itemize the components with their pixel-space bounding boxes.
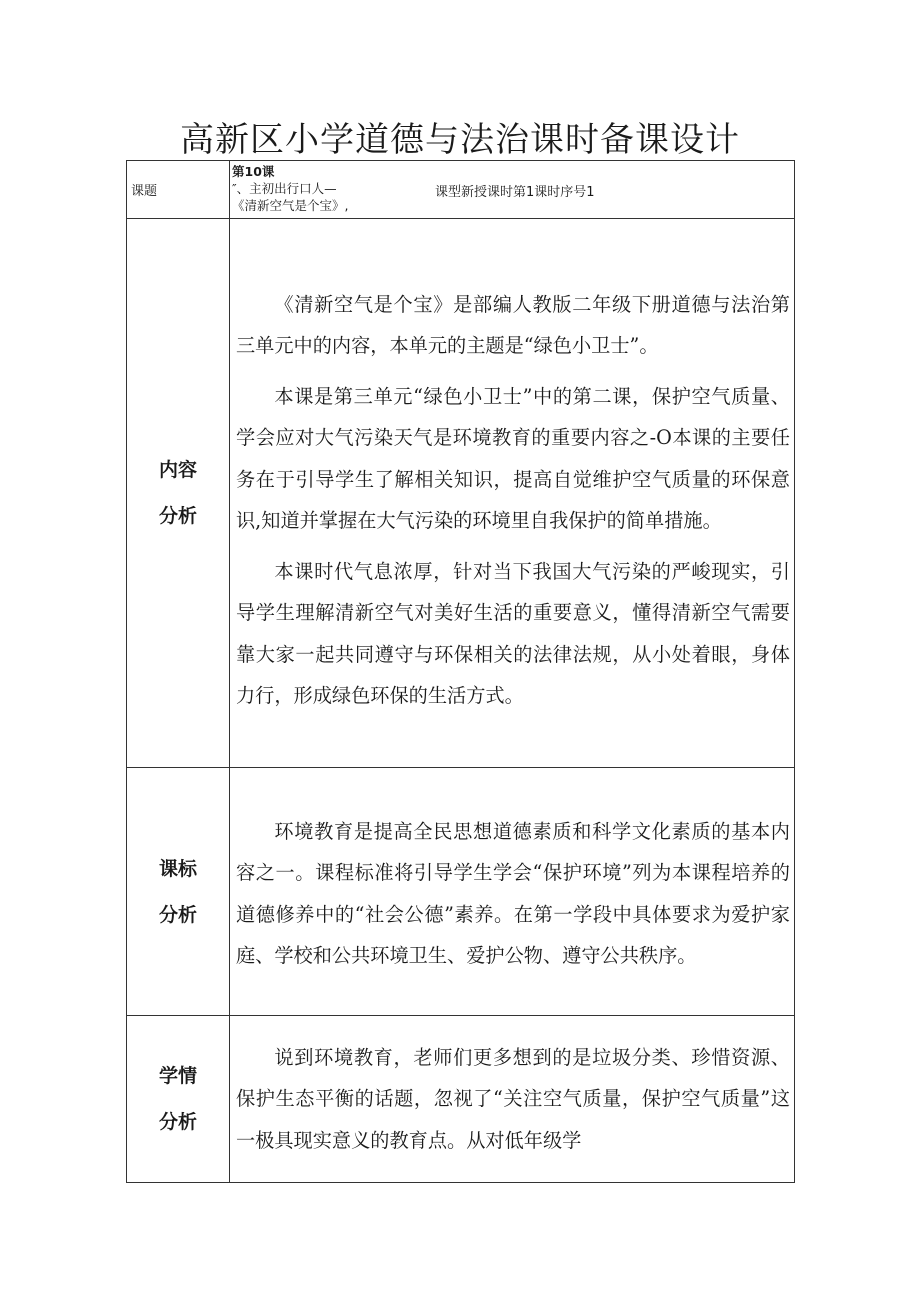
student-analysis-label	[127, 1016, 230, 1183]
student-analysis-text	[230, 1016, 795, 1183]
content-analysis-row	[127, 219, 795, 768]
content-paragraph-1: 《清新空气是个宝》是部编人教版二年级下册道德与法治第三单元中的内容，本单元的主题是“绿色小卫士”。	[236, 292, 790, 357]
topic-label: 课题	[127, 161, 230, 219]
content-analysis-label-line1: 内容	[158, 459, 197, 481]
content-analysis-label-line2: 分析	[158, 505, 197, 527]
content-analysis-text	[230, 219, 795, 768]
student-paragraph-1: 说到环境教育，老师们更多想到的是垃圾分类、珍惜资源、保护生态平衡的话题，忽视了“关注空气质量，保护空气质量”这一极具现实意义的教育点。从对低年级学	[236, 1045, 790, 1152]
topic-cell	[230, 161, 795, 219]
standard-analysis-label-line2: 分析	[158, 903, 197, 926]
content-paragraph-2: 本课是第三单元“绿色小卫士”中的第二课，保护空气质量、学会应对大气污染天气是环境教育的重要内容之-O本课的主要任务在于引导学生了解相关知识，提高自觉维护空气质量的环保意识,知道并掌握在大气污染的环境里自我保护的简单措施。	[236, 384, 790, 532]
lesson-unit: ″、主初出行口人—	[232, 181, 337, 196]
student-analysis-label-line1: 学情	[158, 1065, 197, 1087]
student-analysis-label-line2: 分析	[158, 1111, 197, 1133]
student-analysis-row	[127, 1016, 795, 1183]
lesson-plan-table	[126, 160, 795, 1183]
lesson-number: 第10课	[232, 164, 275, 179]
standard-analysis-label	[127, 768, 230, 1016]
standard-analysis-label-line1: 课标	[158, 857, 197, 880]
lesson-name: 《清新空气是个宝》,	[232, 198, 349, 213]
standard-analysis-row	[127, 768, 795, 1016]
lesson-title-block	[232, 163, 348, 214]
header-row	[127, 161, 795, 219]
content-analysis-label	[127, 219, 230, 768]
content-paragraph-3: 本课时代气息浓厚，针对当下我国大气污染的严峻现实，引导学生理解清新空气对美好生活的重要意义，懂得清新空气需要靠大家一起共同遵守与环保相关的法律法规，从小处着眼，身体力行，形成绿色环保的生活方式。	[236, 559, 790, 707]
page-title: 高新区小学道德与法治课时备课设计	[180, 120, 740, 160]
standard-paragraph-1: 环境教育是提高全民思想道德素质和科学文化素质的基本内容之一。课程标准将引导学生学会“保护环境”列为本课程培养的道德修养中的“社会公德”素养。在第一学段中具体要求为爱护家庭、学校和公共环境卫生、爱护公物、遵守公共秩序。	[236, 819, 790, 967]
lesson-meta: 课型新授课时第1课时序号1	[435, 185, 595, 200]
standard-analysis-text	[230, 768, 795, 1016]
